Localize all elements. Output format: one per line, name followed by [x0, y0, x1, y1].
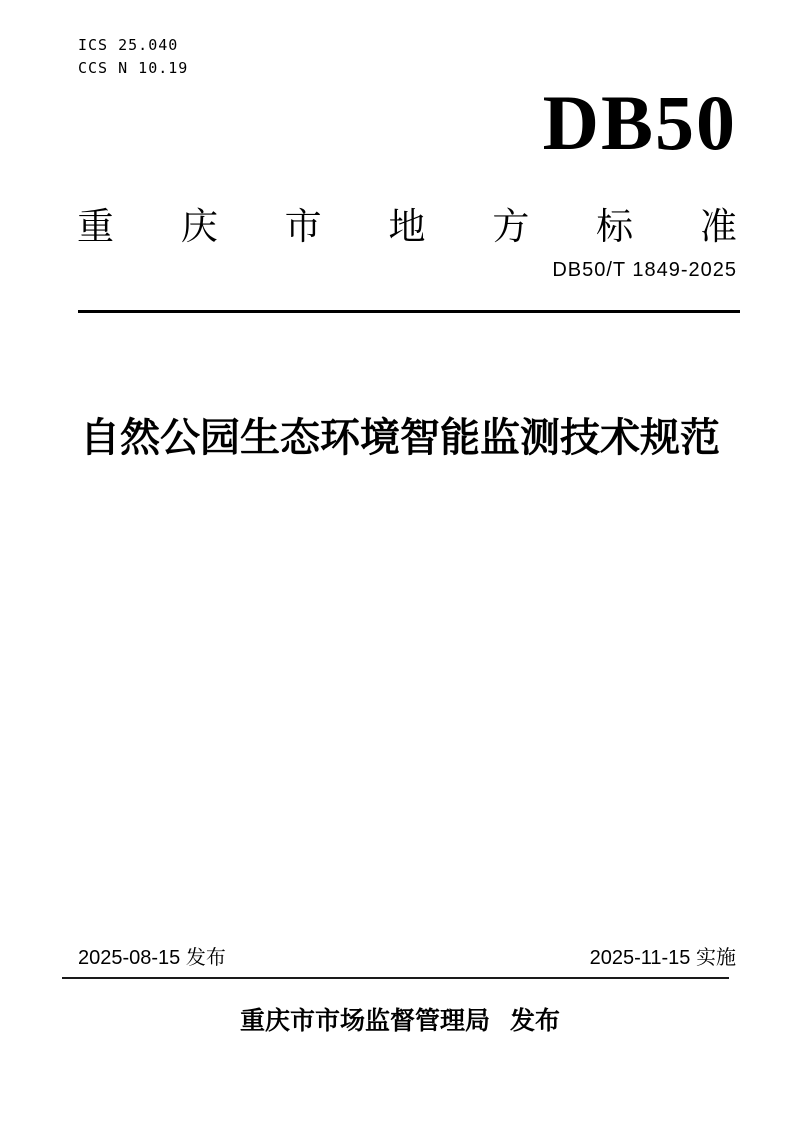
standard-type-char: 方: [492, 206, 530, 247]
standard-type-heading: [77, 204, 737, 250]
standard-type-char: 市: [284, 206, 322, 247]
standard-number: DB50/T 1849-2025: [552, 259, 737, 281]
standard-type-char: 庆: [180, 206, 218, 247]
ccs-code: CCS N 10.19: [78, 59, 189, 77]
publisher-suffix: 发布: [510, 1007, 561, 1035]
standard-type-char: 重: [77, 206, 114, 247]
standard-type-char: 标: [596, 206, 634, 247]
standard-type-char: 地: [388, 206, 426, 247]
publisher-name: 重庆市市场监督管理局: [239, 1007, 490, 1035]
footer-rule: [62, 977, 729, 979]
db50-logo: DB50: [542, 79, 737, 166]
classification-codes: [78, 34, 188, 80]
publisher-row: [0, 1005, 800, 1037]
dates-row: [78, 945, 736, 971]
issue-date: 2025-08-15 发布: [78, 947, 226, 969]
implement-date: 2025-11-15 实施: [589, 947, 736, 969]
standard-type-char: 准: [699, 206, 737, 247]
header-rule: [78, 310, 740, 313]
document-title: 自然公园生态环境智能监测技术规范: [80, 416, 720, 460]
ics-code: ICS 25.040: [78, 36, 179, 54]
